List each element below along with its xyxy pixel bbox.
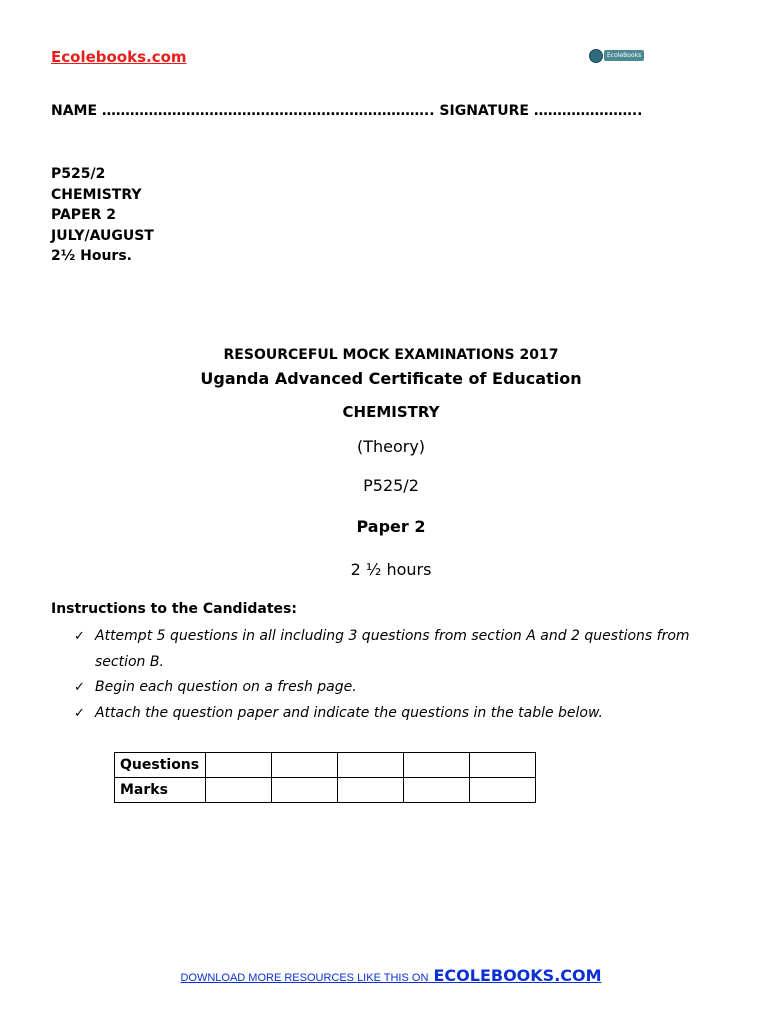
table-row <box>115 753 536 778</box>
paper-code: P525/2 <box>51 166 106 182</box>
site-link[interactable]: Ecolebooks.com <box>51 48 187 66</box>
instruction-text: Begin each question on a fresh page. <box>95 679 357 695</box>
footer-link[interactable] <box>180 966 601 985</box>
subject-title: CHEMISTRY <box>342 403 440 421</box>
table-row <box>115 778 536 803</box>
paper-number-center: Paper 2 <box>356 517 426 536</box>
name-signature-line: NAME …………………………………………………………….. SIGNATURE ………………….. <box>51 103 643 119</box>
instruction-text: Attempt 5 questions in all including 3 questions from section A and 2 questions from section B. <box>95 628 690 670</box>
paper-type: (Theory) <box>356 437 426 456</box>
checkmark-icon: ✓ <box>74 629 85 644</box>
instruction-item <box>74 624 724 675</box>
instructions-list <box>74 624 724 726</box>
questions-marks-table <box>114 752 536 803</box>
table-cell[interactable] <box>272 753 338 778</box>
paper-session: JULY/AUGUST <box>51 227 154 244</box>
logo-text: EcoleBooks <box>604 50 644 61</box>
row-label-questions: Questions <box>115 753 206 778</box>
paper-code-center: P525/2 <box>363 476 419 495</box>
table-cell[interactable] <box>470 778 536 803</box>
footer-site: ECOLEBOOKS.COM <box>433 966 602 985</box>
table-cell[interactable] <box>272 778 338 803</box>
instruction-item <box>74 675 724 701</box>
paper-info <box>51 164 154 267</box>
instruction-text: Attach the question paper and indicate the questions in the table below. <box>95 704 604 721</box>
instructions-heading: Instructions to the Candidates: <box>51 601 297 617</box>
mock-exam-title: RESOURCEFUL MOCK EXAMINATIONS 2017 <box>223 347 559 363</box>
logo-badge-icon <box>589 49 603 63</box>
ecolebooks-logo <box>589 47 644 64</box>
table-cell[interactable] <box>338 753 404 778</box>
certificate-title: Uganda Advanced Certificate of Education <box>200 369 582 388</box>
row-label-marks: Marks <box>115 778 206 803</box>
table-cell[interactable] <box>470 753 536 778</box>
table-cell[interactable] <box>338 778 404 803</box>
checkmark-icon: ✓ <box>74 705 85 721</box>
paper-subject: CHEMISTRY <box>51 186 142 203</box>
table-cell[interactable] <box>206 753 272 778</box>
table-cell[interactable] <box>404 778 470 803</box>
paper-number: PAPER 2 <box>51 207 117 223</box>
instruction-item <box>74 701 724 727</box>
table-cell[interactable] <box>206 778 272 803</box>
checkmark-icon: ✓ <box>74 680 85 695</box>
footer-prefix: DOWNLOAD MORE RESOURCES LIKE THIS ON <box>180 972 429 984</box>
footer-download-link[interactable] <box>0 966 768 985</box>
paper-duration: 2½ Hours. <box>51 248 132 264</box>
table-cell[interactable] <box>404 753 470 778</box>
paper-duration-center: 2 ½ hours <box>350 560 432 579</box>
